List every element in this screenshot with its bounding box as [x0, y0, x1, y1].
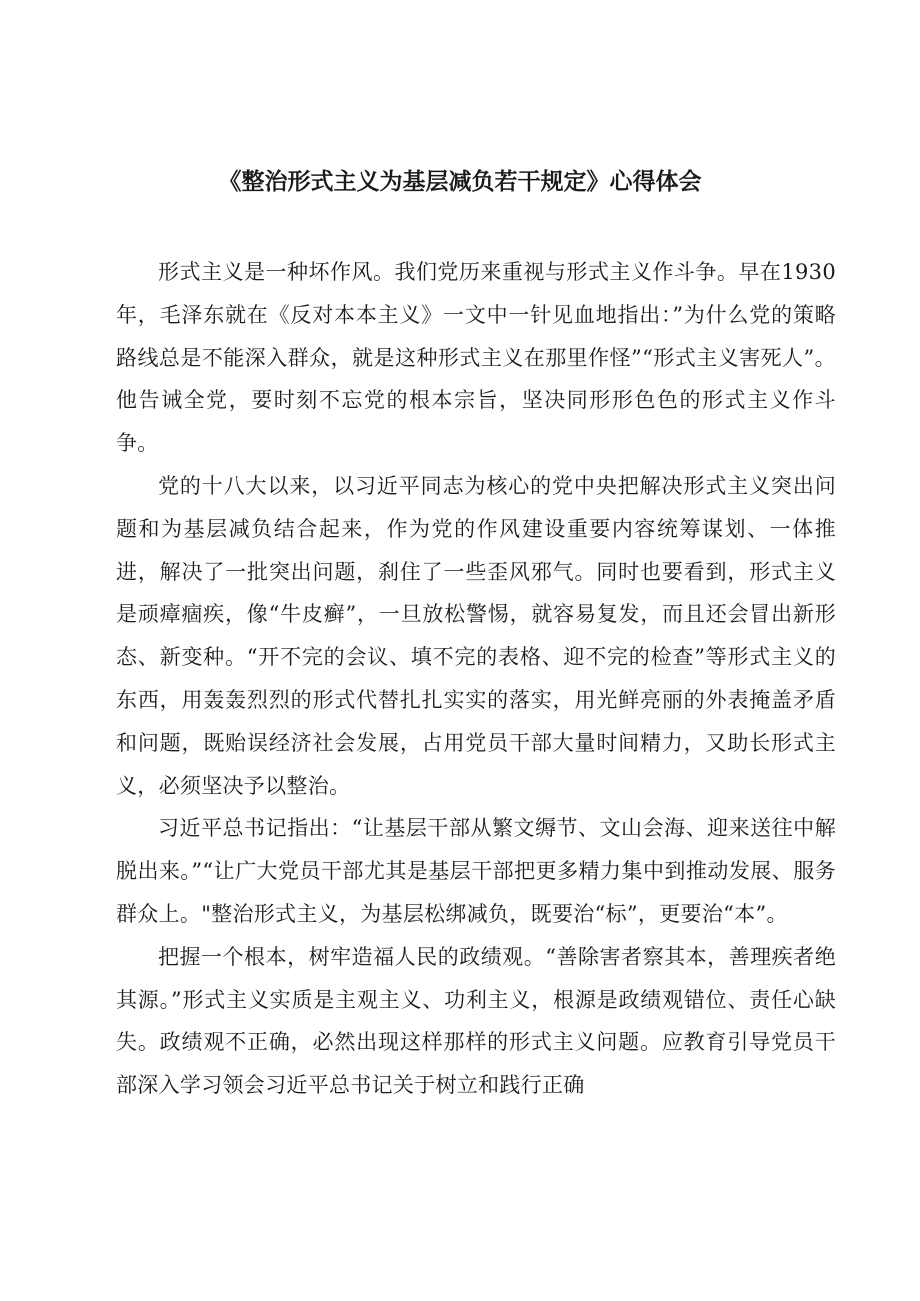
paragraph-2: 党的十八大以来，以习近平同志为核心的党中央把解决形式主义突出问题和为基层减负结合起来，作为党的作风建设重要内容统筹谋划、一体推进，解决了一批突出问题，刹住了一些歪风邪气。同时也要看到，形式主义是顽瘴痼疾，像“牛皮癣”，一旦放松警惕，就容易复发，而且还会冒出新形态、新变种。“开不完的会议、填不完的表格、迎不完的检查”等形式主义的东西，用轰轰烈烈的形式代替扎扎实实的落实，用光鲜亮丽的外表掩盖矛盾和问题，既贻误经济社会发展，占用党员干部大量时间精力，又助长形式主义，必须坚决予以整治。	[116, 473, 836, 798]
document-body	[116, 251, 836, 1107]
paragraph-1: 形式主义是一种坏作风。我们党历来重视与形式主义作斗争。早在1930年，毛泽东就在《反对本本主义》一文中一针见血地指出：”为什么党的策略路线总是不能深入群众，就是这种形式主义在那里作怪”“形式主义害死人”。他告诫全党，要时刻不忘党的根本宗旨，坚决同形形色色的形式主义作斗争。	[116, 260, 836, 456]
paragraph-4: 把握一个根本，树牢造福人民的政绩观。“善除害者察其本，善理疾者绝其源。”形式主义实质是主观主义、功利主义，根源是政绩观错位、责任心缺失。政绩观不正确，必然出现这样那样的形式主义问题。应教育引导党员干部深入学习领会习近平总书记关于树立和践行正确	[116, 944, 836, 1098]
paragraph-3: 习近平总书记指出：“让基层干部从繁文缛节、文山会海、迎来送往中解脱出来。”“让广大党员干部尤其是基层干部把更多精力集中到推动发展、服务群众上。"整治形式主义，为基层松绑减负，既要治“标”，更要治“本”。	[116, 816, 836, 926]
document-title: 《整治形式主义为基层减负若干规定》心得体会	[218, 169, 702, 195]
